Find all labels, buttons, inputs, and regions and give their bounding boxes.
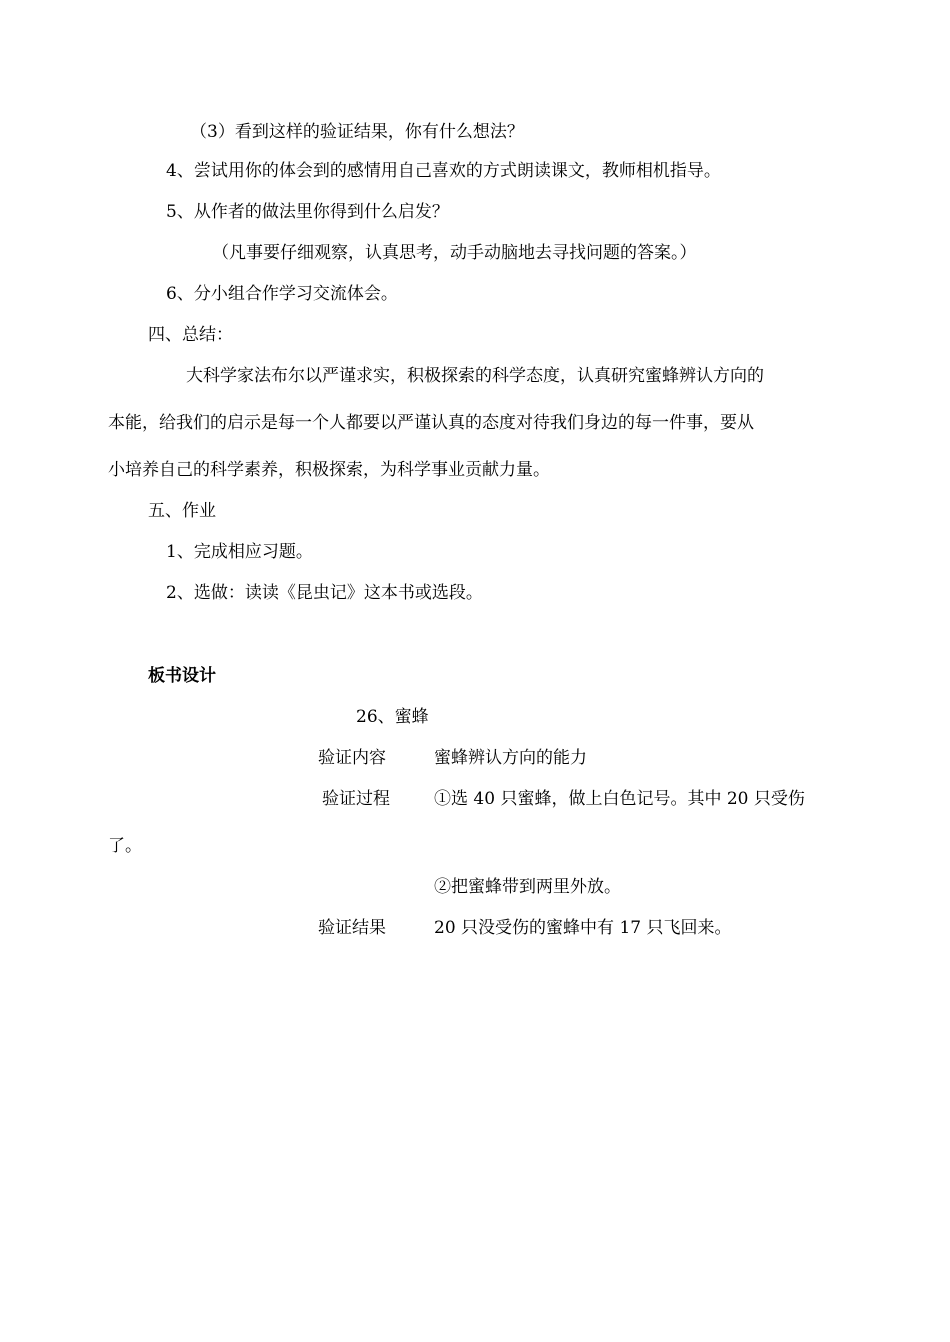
content-value: 蜜蜂辨认方向的能力 (434, 748, 587, 768)
section-4-title: 四、总结： (148, 325, 233, 345)
section-5-title: 五、作业 (148, 501, 216, 521)
homework-item-2: 2、选做：读读《昆虫记》这本书或选段。 (166, 583, 483, 603)
item-5-answer: （凡事要仔细观察，认真思考，动手动脑地去寻找问题的答案。） (212, 243, 697, 263)
list-item-5: 5、从作者的做法里你得到什么启发？ (166, 202, 449, 222)
homework-item-1: 1、完成相应习题。 (166, 542, 313, 562)
result-value: 20 只没受伤的蜜蜂中有 17 只飞回来。 (434, 918, 732, 938)
board-design-heading: 板书设计 (148, 666, 216, 686)
process-label: 验证过程 (322, 789, 390, 809)
summary-line-3: 小培养自己的科学素养，积极探索，为科学事业贡献力量。 (108, 460, 550, 480)
process-value-2: ②把蜜蜂带到两里外放。 (434, 877, 621, 897)
summary-line-1: 大科学家法布尔以严谨求实，积极探索的科学态度，认真研究蜜蜂辨认方向的 (186, 366, 764, 386)
list-item-6: 6、分小组合作学习交流体会。 (166, 284, 398, 304)
process-value-1-continued: 了。 (108, 836, 142, 856)
process-value-1: ①选 40 只蜜蜂，做上白色记号。其中 20 只受伤 (434, 789, 805, 809)
content-label: 验证内容 (318, 748, 386, 768)
question-3: （3）看到这样的验证结果，你有什么想法？ (190, 122, 524, 142)
board-title: 26、蜜蜂 (356, 707, 429, 727)
result-label: 验证结果 (318, 918, 386, 938)
summary-line-2: 本能，给我们的启示是每一个人都要以严谨认真的态度对待我们身边的每一件事，要从 (108, 413, 754, 433)
list-item-4: 4、尝试用你的体会到的感情用自己喜欢的方式朗读课文，教师相机指导。 (166, 161, 721, 181)
